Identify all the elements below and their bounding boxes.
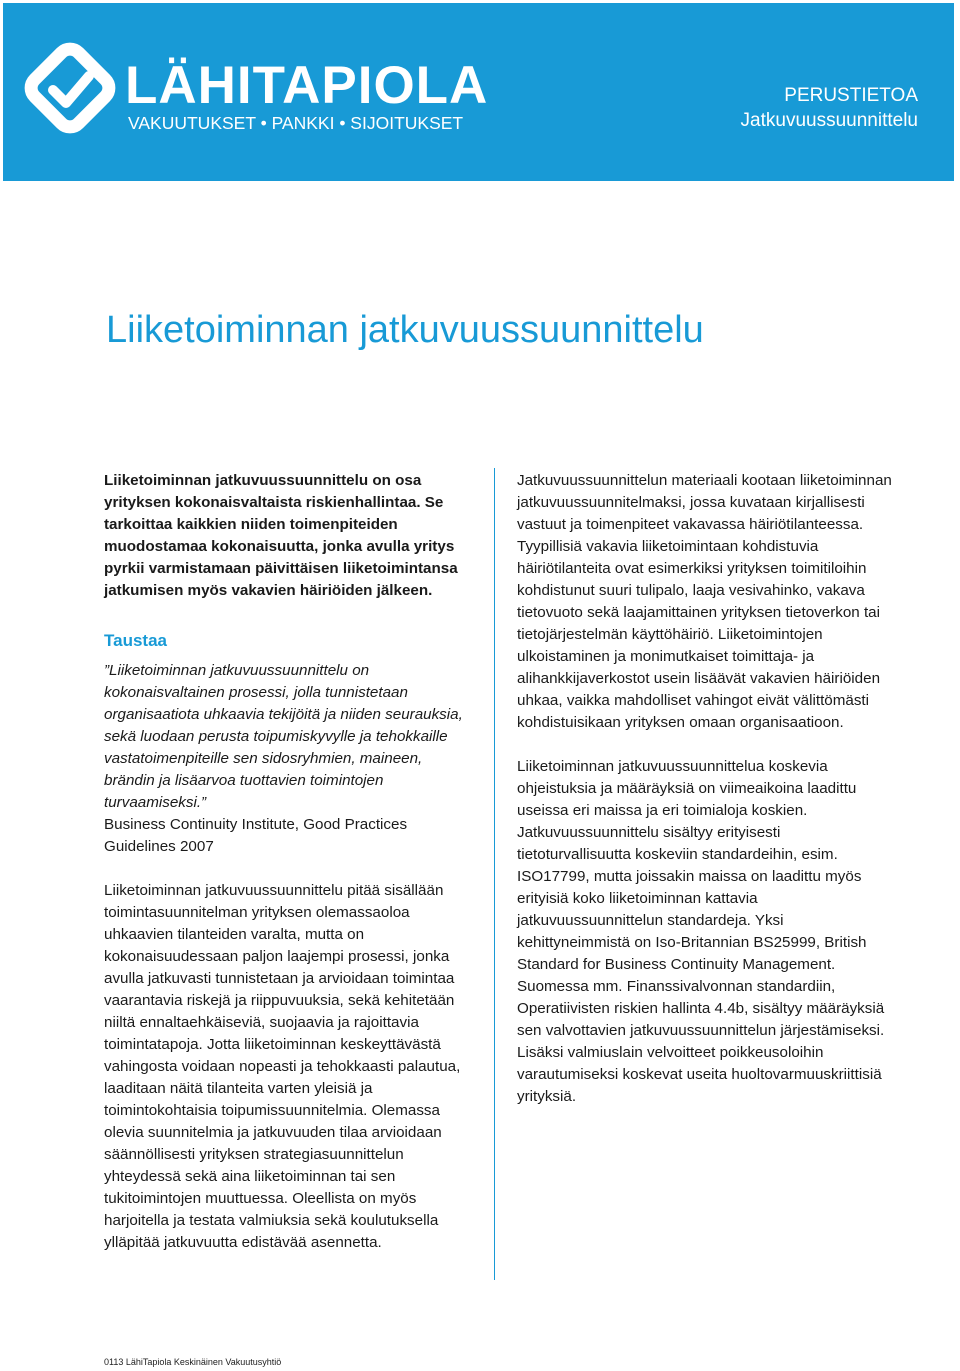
quote-source: Business Continuity Institute, Good Practices Guidelines 2007 bbox=[104, 816, 408, 855]
header-subtitle: Jatkuvuussuunnittelu bbox=[740, 110, 918, 131]
brand-name: LÄHITAPIOLA bbox=[125, 56, 489, 115]
header-category: PERUSTIETOA bbox=[784, 85, 918, 106]
quote-text: ”Liiketoiminnan jatkuvuussuunnittelu on kokonaisvaltainen prosessi, jolla tunnistetaan organisaatiota uhkaavia tekijöitä ja niiden seurauksia, sekä luodaan perusta toipumiskyvylle ja tehokkaille vastatoimenpiteille sen sidosryhmien, maineen, brändin ja lisäarvoa tuottavien toimintojen turvaamiseksi.” bbox=[104, 662, 463, 811]
page-footer: 0113 LähiTapiola Keskinäinen Vakuutusyhtiö bbox=[104, 1357, 282, 1367]
section-heading: Taustaa bbox=[104, 631, 167, 650]
right-column bbox=[517, 470, 897, 1108]
brand-tagline: VAKUUTUKSET • PANKKI • SIJOITUKSET bbox=[128, 113, 464, 133]
lahitapiola-logo-icon bbox=[23, 41, 117, 135]
left-column bbox=[104, 470, 476, 1254]
lead-paragraph: Liiketoiminnan jatkuvuussuunnittelu on osa yrityksen kokonaisvaltaista riskienhallintaa. Se tarkoittaa kaikkien niiden toimenpiteiden muodostamaa kokonaisuutta, jonka avulla yritys pyrkii varmistamaan päivittäisen liiketoimintansa jatkumisen myös vakavien häiriöiden jälkeen. bbox=[104, 472, 458, 599]
page-title: Liiketoiminnan jatkuvuussuunnittelu bbox=[106, 309, 704, 351]
body-paragraph-left: Liiketoiminnan jatkuvuussuunnittelu pitää sisällään toimintasuunnitelman yrityksen olemassaoloa uhkaavien tilanteiden varalta, mutta on kokonaisuudessaan paljon laajempi prosessi, jonka avulla jatkuvasti tunnistetaan ja arvioidaan toimintaa vaarantavia riskejä ja riippuvuuksia, sekä kehitetään niiltä ennaltaehkäiseviä, suojaavia ja rajoittavia toimintatapoja. Jotta liiketoiminnan keskeyttävästä vahingosta voidaan nopeasti ja tehokkaasti palautua, laaditaan näitä tilanteita varten yleisiä ja toimintokohtaisia toipumissuunnitelmia. Olemassa olevia suunnitelmia ja jatkuvuuden tilaa arvioidaan säännöllisesti yrityksen strategiasuunnittelun yhteydessä sekä aina liiketoiminnan tai sen tukitoimintojen muuttuessa. Oleellista on myös harjoitella ja testata valmiuksia sekä koulutuksella ylläpitää jatkuvuutta edistävää asennetta. bbox=[104, 882, 461, 1251]
body-paragraph-right-2: Liiketoiminnan jatkuvuussuunnittelua koskevia ohjeistuksia ja määräyksiä on viimeaikoina laadittu useissa eri maissa ja eri toimialoja koskien. Jatkuvuussuunnittelu sisältyy erityisesti tietoturvallisuutta koskeviin standardeihin, esim. ISO17799, mutta joissakin maissa on laadittu myös erityisiä koko liiketoiminnan kattavia jatkuvuussuunnittelun standardeja. Yksi kehittyneimmistä on Iso-Britannian BS25999, British Standard for Business Continuity Management. Suomessa mm. Finanssivalvonnan standardiin, Operatiivisten riskien hallinta 4.4b, sisältyy määräyksiä sen valvottavien jatkuvuussuunnittelun järjestämiseksi. Lisäksi valmiuslain velvoitteet poikkeusoloihin varautumiseksi koskevat useita huoltovarmuuskriittisiä yrityksiä. bbox=[517, 758, 885, 1105]
column-divider bbox=[494, 468, 495, 1280]
header-labels bbox=[741, 83, 918, 133]
page-header bbox=[3, 3, 954, 181]
body-paragraph-right-1: Jatkuvuussuunnittelun materiaali kootaan liiketoiminnan jatkuvuussuunnitelmaksi, jossa kuvataan kirjallisesti vastuut ja toimenpiteet vakavassa häiriötilanteessa. Tyypillisiä vakavia liiketoimintaan kohdistuvia häiriötilanteita ovat esimerkiksi yrityksen toimitiloihin kohdistunut suuri tulipalo, laaja vesivahinko, vakava tietovuoto sekä laajamittainen yrityksen tietoverkon tai tietojärjestelmän käyttöhäiriö. Liiketoimintojen ulkoistaminen ja monimutkaiset toimittaja- ja alihankkijaverkostot usein lisäävät vakavien häiriöiden uhkaa, vaikka mahdolliset vahingot eivät välittömästi kohdistuisikaan yrityksen omaan organisaatioon. bbox=[517, 472, 892, 731]
